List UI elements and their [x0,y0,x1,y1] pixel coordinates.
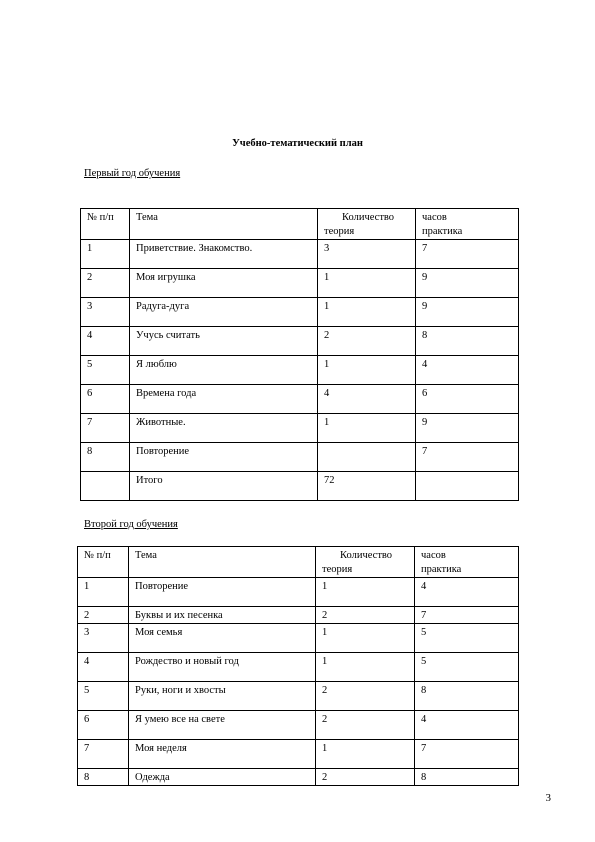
cell-theory: 1 [318,269,416,298]
header-num: № п/п [81,209,130,240]
cell-topic: Одежда [129,769,316,786]
cell-num: 1 [81,240,130,269]
cell-num: 3 [81,298,130,327]
header-topic: Тема [129,547,316,578]
cell-practice: 9 [416,298,519,327]
cell-practice: 7 [415,740,519,769]
cell-theory: 1 [318,298,416,327]
cell-theory [318,443,416,472]
cell-num: 7 [78,740,129,769]
cell-num [81,472,130,501]
table-row [81,443,519,472]
cell-theory: 1 [316,653,415,682]
cell-num: 5 [81,356,130,385]
cell-topic: Радуга-дуга [130,298,318,327]
cell-num: 2 [81,269,130,298]
page-number: 3 [545,792,551,804]
header-num: № п/п [78,547,129,578]
cell-topic: Повторение [129,578,316,607]
cell-theory: 2 [316,769,415,786]
cell-practice: 4 [415,711,519,740]
cell-theory: 2 [316,607,415,624]
cell-practice: 7 [416,240,519,269]
table-row [81,385,519,414]
cell-practice: 7 [416,443,519,472]
header-quantity: Количество теория [316,547,415,578]
cell-topic: Буквы и их песенка [129,607,316,624]
table-row [78,682,519,711]
header-hours: часов практика [416,209,519,240]
cell-num: 6 [78,711,129,740]
year2-table [77,546,519,786]
table-row [78,711,519,740]
cell-practice [416,472,519,501]
table-row [81,240,519,269]
cell-num: 2 [78,607,129,624]
cell-num: 4 [78,653,129,682]
cell-num: 3 [78,624,129,653]
header-hours: часов практика [415,547,519,578]
cell-topic: Времена года [130,385,318,414]
table-row [81,327,519,356]
page-title: Учебно-тематический план [232,138,363,149]
cell-topic: Учусь считать [130,327,318,356]
table-row [78,740,519,769]
cell-num: 4 [81,327,130,356]
cell-num: 6 [81,385,130,414]
table-row [81,269,519,298]
table-row [78,578,519,607]
cell-topic: Я люблю [130,356,318,385]
cell-practice: 5 [415,624,519,653]
cell-theory: 1 [316,624,415,653]
cell-topic: Моя неделя [129,740,316,769]
cell-theory: 1 [316,740,415,769]
cell-theory: 1 [318,356,416,385]
cell-topic: Моя семья [129,624,316,653]
cell-topic: Повторение [130,443,318,472]
table-row [81,472,519,501]
cell-practice: 8 [415,682,519,711]
header-topic: Тема [130,209,318,240]
table-row [78,653,519,682]
table-row [81,414,519,443]
table-row [78,769,519,786]
cell-num: 1 [78,578,129,607]
cell-practice: 8 [415,769,519,786]
cell-num: 7 [81,414,130,443]
cell-theory: 72 [318,472,416,501]
cell-theory: 1 [316,578,415,607]
cell-topic: Руки, ноги и хвосты [129,682,316,711]
cell-theory: 2 [318,327,416,356]
cell-topic: Рождество и новый год [129,653,316,682]
cell-practice: 9 [416,414,519,443]
cell-theory: 2 [316,711,415,740]
cell-practice: 4 [416,356,519,385]
table-row [81,298,519,327]
cell-topic: Животные. [130,414,318,443]
cell-num: 5 [78,682,129,711]
cell-topic: Моя игрушка [130,269,318,298]
table-header-row [81,209,519,240]
table-row [78,624,519,653]
cell-practice: 9 [416,269,519,298]
year1-heading: Первый год обучения [84,168,181,179]
cell-topic: Я умею все на свете [129,711,316,740]
year2-heading: Второй год обучения [84,519,178,530]
cell-theory: 4 [318,385,416,414]
table-row [81,356,519,385]
cell-practice: 8 [416,327,519,356]
cell-topic: Приветствие. Знакомство. [130,240,318,269]
cell-topic: Итого [130,472,318,501]
cell-practice: 7 [415,607,519,624]
cell-num: 8 [81,443,130,472]
cell-practice: 4 [415,578,519,607]
table-header-row [78,547,519,578]
table-row [78,607,519,624]
cell-theory: 3 [318,240,416,269]
header-quantity: Количество теория [318,209,416,240]
cell-num: 8 [78,769,129,786]
cell-theory: 1 [318,414,416,443]
cell-theory: 2 [316,682,415,711]
cell-practice: 6 [416,385,519,414]
year1-table [80,208,519,501]
cell-practice: 5 [415,653,519,682]
